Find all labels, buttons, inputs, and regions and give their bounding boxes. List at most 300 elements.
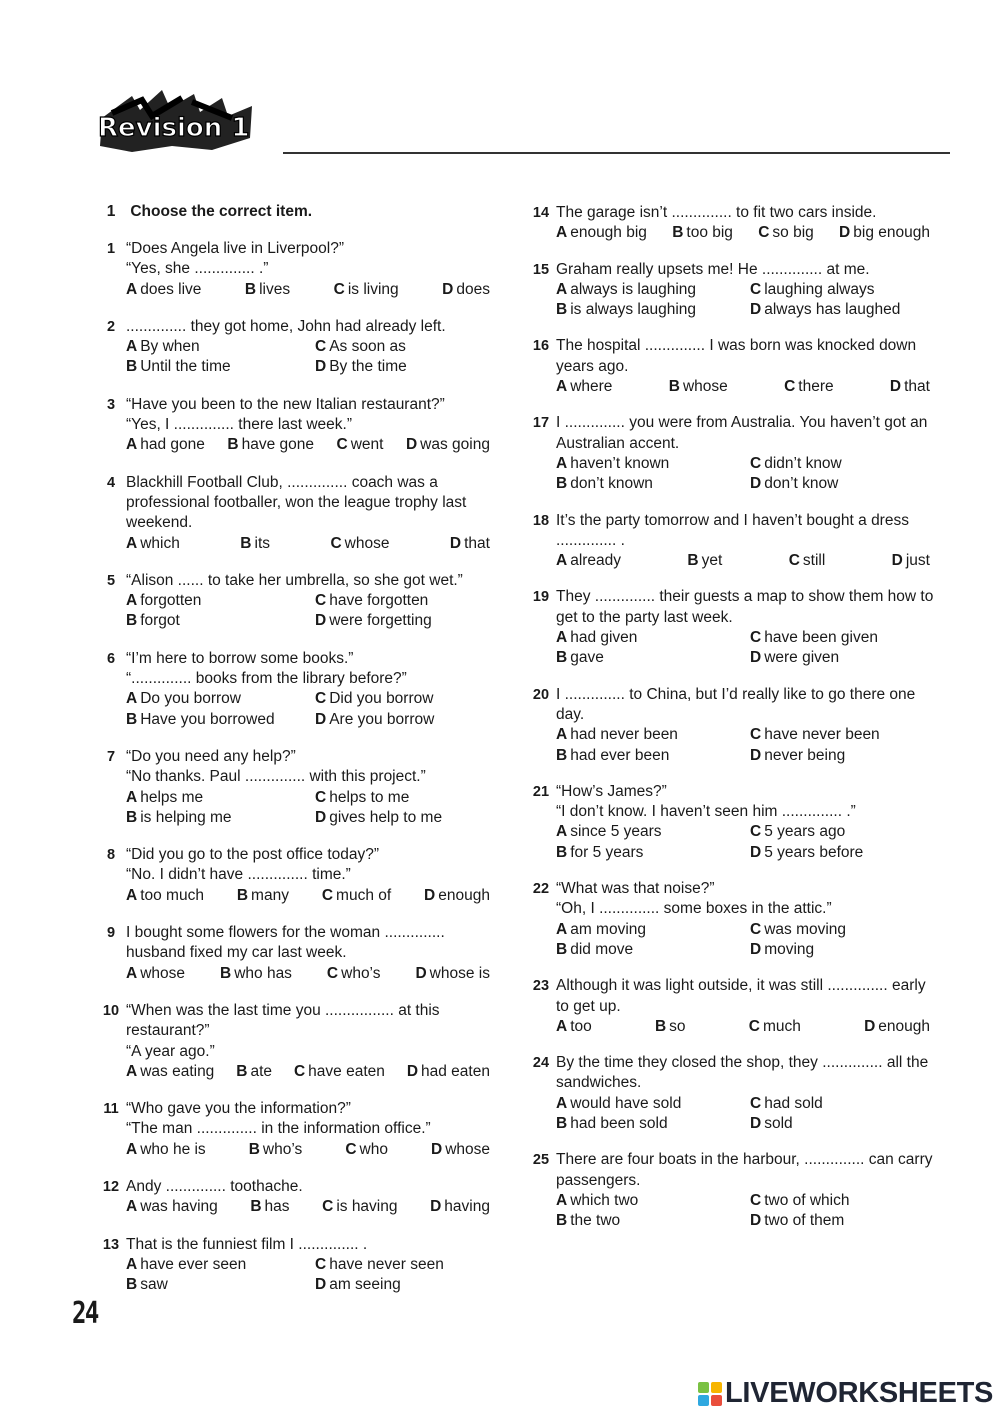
answer-option[interactable] (240, 534, 270, 554)
answer-option[interactable] (556, 300, 742, 320)
answer-option[interactable] (337, 435, 384, 455)
option-text: am seeing (329, 1276, 401, 1294)
question-stem: The hospital .............. I was born was knocked down years ago. (556, 337, 921, 375)
option-text: always has laughed (764, 301, 901, 319)
question-number: 3 (106, 396, 116, 413)
option-text: forgot (140, 612, 180, 630)
answer-option[interactable] (758, 223, 814, 243)
answer-options (556, 920, 936, 961)
question-number: 15 (532, 261, 550, 278)
option-letter: B (236, 1062, 248, 1080)
answer-option[interactable] (556, 628, 742, 648)
answer-option[interactable] (442, 280, 490, 300)
answer-option[interactable] (126, 534, 180, 554)
answer-option[interactable] (424, 886, 490, 906)
question-stem: “Have you been to the new Italian restaurant?” “Yes, I .............. there last week.” (126, 395, 445, 434)
answer-option[interactable] (431, 1140, 490, 1160)
option-letter: C (315, 690, 327, 708)
answer-option[interactable] (126, 280, 201, 300)
question-number: 21 (532, 783, 550, 800)
answer-options (126, 1140, 496, 1160)
option-text: don’t known (570, 475, 653, 493)
answer-option[interactable] (237, 886, 289, 906)
option-text: still (802, 552, 826, 570)
question-stem: “When was the last time you ................ at this restaurant?” “A year ago.” (126, 1001, 440, 1060)
answer-option[interactable] (890, 377, 930, 397)
question-number: 24 (532, 1055, 550, 1072)
answer-option[interactable] (750, 1114, 936, 1134)
answer-option[interactable] (892, 551, 930, 571)
question-stem: .............. they got home, John had already left. (126, 317, 446, 335)
question-stem: There are four boats in the harbour, .............. can carry passengers. (556, 1151, 937, 1189)
answer-option[interactable] (750, 280, 936, 300)
revision-title-text: Revision 1 (98, 113, 250, 143)
question-stem: “Does Angela live in Liverpool?” “Yes, she .............. .” (126, 240, 344, 278)
answer-option[interactable] (126, 1255, 307, 1275)
answer-option[interactable] (330, 534, 389, 554)
answer-option[interactable] (126, 1062, 214, 1082)
question-body (556, 976, 936, 1037)
question-number: 11 (103, 1101, 119, 1118)
option-letter: C (784, 378, 796, 396)
option-text: so big (772, 224, 814, 242)
question-body (556, 782, 936, 863)
answer-options (556, 822, 936, 863)
question-item (96, 395, 496, 456)
option-letter: B (236, 886, 249, 904)
option-letter: B (654, 1017, 667, 1035)
question-item (96, 1099, 496, 1160)
answer-option[interactable] (655, 1017, 686, 1037)
option-letter: A (556, 629, 568, 647)
answer-option[interactable] (220, 964, 292, 984)
question-item (526, 511, 936, 572)
question-item (96, 571, 496, 632)
question-item (526, 260, 936, 321)
answer-option[interactable] (315, 357, 496, 377)
option-text: have never seen (329, 1255, 444, 1273)
answer-option[interactable] (315, 808, 496, 828)
section-instruction: Choose the correct item. (130, 203, 313, 220)
option-letter: C (788, 552, 800, 570)
question-number: 9 (106, 925, 116, 942)
option-letter: B (556, 1212, 568, 1230)
answer-option[interactable] (126, 886, 204, 906)
question-item (96, 473, 496, 554)
answer-options (126, 1062, 496, 1082)
question-stem: Although it was light outside, it was still .............. early to get up. (556, 977, 930, 1015)
option-letter: D (315, 358, 327, 376)
answer-option[interactable] (750, 1094, 936, 1114)
option-text: enough (438, 886, 490, 904)
option-text: had sold (764, 1094, 823, 1112)
answer-option[interactable] (750, 1191, 936, 1211)
question-item (526, 879, 936, 960)
question-body (556, 587, 936, 668)
option-letter: A (126, 1062, 138, 1080)
answer-option[interactable] (750, 725, 936, 745)
option-text: who’s (262, 1140, 303, 1158)
question-item (526, 685, 936, 766)
option-letter: A (126, 1140, 138, 1158)
answer-option[interactable] (839, 223, 930, 243)
option-letter: D (430, 1140, 443, 1158)
option-letter: C (293, 1062, 306, 1080)
answer-option[interactable] (227, 435, 314, 455)
option-text: whose (344, 534, 390, 552)
option-text: would have sold (570, 1094, 682, 1112)
answer-option[interactable] (750, 648, 936, 668)
answer-option[interactable] (556, 377, 612, 397)
answer-option[interactable] (556, 1094, 742, 1114)
option-text: gave (570, 649, 604, 667)
option-text: went (350, 436, 384, 454)
option-letter: B (556, 940, 568, 958)
option-letter: C (326, 964, 339, 982)
question-number: 14 (532, 205, 550, 221)
brush-stroke-graphic (92, 88, 262, 158)
answer-option[interactable] (556, 843, 742, 863)
answer-option[interactable] (556, 1191, 742, 1211)
question-item (526, 1150, 936, 1231)
answer-option[interactable] (556, 1114, 742, 1134)
option-letter: A (556, 454, 568, 472)
question-number: 8 (106, 847, 116, 864)
question-item (526, 587, 936, 668)
option-letter: B (126, 612, 138, 630)
question-body (126, 1001, 496, 1082)
option-text: am moving (570, 920, 647, 938)
option-text: which two (570, 1191, 639, 1209)
option-text: whose (445, 1140, 490, 1158)
option-text: does (456, 280, 490, 298)
question-item (526, 976, 936, 1037)
option-text: which (140, 534, 180, 552)
option-letter: C (750, 726, 762, 744)
option-text: Have you borrowed (140, 710, 275, 728)
option-text: much (762, 1017, 801, 1035)
answer-option[interactable] (750, 843, 936, 863)
answer-option[interactable] (556, 223, 647, 243)
option-text: too big (686, 224, 733, 242)
question-number: 12 (102, 1178, 120, 1195)
question-stem: “Did you go to the post office today?” “No. I didn’t have .............. time.” (126, 846, 380, 884)
answer-option[interactable] (126, 808, 307, 828)
question-item (526, 203, 936, 244)
option-letter: A (126, 690, 138, 708)
question-item (96, 1177, 496, 1218)
option-text: laughing always (764, 280, 875, 298)
option-letter: A (556, 280, 568, 298)
option-text: had ever been (570, 746, 670, 764)
answer-option[interactable] (750, 940, 936, 960)
option-letter: D (415, 964, 427, 982)
option-text: moving (764, 940, 815, 958)
answer-option[interactable] (236, 1062, 272, 1082)
option-letter: C (750, 823, 762, 841)
section-number: 1 (106, 203, 116, 220)
option-text: enough (878, 1017, 930, 1035)
answer-option[interactable] (750, 454, 936, 474)
option-letter: D (405, 436, 418, 454)
option-letter: C (750, 1094, 762, 1112)
answer-option[interactable] (864, 1017, 930, 1037)
question-body (126, 1235, 496, 1296)
answer-option[interactable] (556, 1017, 592, 1037)
option-text: had been sold (570, 1114, 668, 1132)
answer-options (556, 1094, 936, 1135)
option-letter: C (758, 224, 770, 242)
liveworksheets-logo-icon (698, 1382, 722, 1406)
answer-options (556, 223, 936, 243)
option-letter: A (126, 964, 138, 982)
answer-option[interactable] (407, 1062, 490, 1082)
question-item (96, 1235, 496, 1296)
option-letter: D (750, 649, 762, 667)
option-text: Are you borrow (329, 710, 435, 728)
answer-option[interactable] (126, 710, 307, 730)
option-text: there (798, 378, 834, 396)
option-letter: D (889, 378, 902, 396)
answer-option[interactable] (315, 611, 496, 631)
answer-option[interactable] (315, 710, 496, 730)
answer-option[interactable] (126, 357, 307, 377)
option-letter: C (330, 534, 342, 552)
option-letter: A (556, 1191, 568, 1209)
answer-option[interactable] (430, 1197, 490, 1217)
option-text: don’t know (764, 475, 839, 493)
answer-option[interactable] (750, 300, 936, 320)
question-number: 10 (102, 1002, 120, 1019)
answer-option[interactable] (789, 551, 826, 571)
option-text: saw (140, 1276, 168, 1294)
answer-option[interactable] (294, 1062, 385, 1082)
option-letter: C (321, 886, 334, 904)
answer-option[interactable] (556, 474, 742, 494)
question-body (556, 203, 936, 244)
option-letter: D (750, 940, 762, 958)
option-letter: D (750, 301, 762, 319)
header-divider (283, 152, 950, 154)
answer-option[interactable] (250, 1197, 289, 1217)
option-letter: B (248, 1140, 260, 1158)
option-letter: D (891, 552, 903, 570)
answer-option[interactable] (687, 551, 722, 571)
option-letter: A (556, 224, 568, 242)
option-text: since 5 years (570, 823, 662, 841)
question-body (126, 317, 496, 378)
question-stem: I .............. you were from Australia. You haven’t got an Australian accent. (556, 414, 931, 452)
answer-option[interactable] (334, 280, 399, 300)
revision-title-logo (92, 88, 262, 158)
answer-option[interactable] (450, 534, 490, 554)
answer-option[interactable] (556, 280, 742, 300)
answer-option[interactable] (406, 435, 490, 455)
question-item (526, 336, 936, 397)
option-text: big enough (853, 224, 930, 242)
option-text: Do you borrow (140, 690, 241, 708)
answer-option[interactable] (315, 591, 496, 611)
option-text: did move (570, 940, 634, 958)
answer-option[interactable] (750, 822, 936, 842)
option-text: have never been (764, 726, 880, 744)
answer-option[interactable] (315, 337, 496, 357)
option-letter: D (315, 710, 327, 728)
answer-option[interactable] (126, 591, 307, 611)
answer-option[interactable] (556, 551, 621, 571)
answer-option[interactable] (556, 822, 742, 842)
option-text: had given (570, 629, 638, 647)
question-stem: Blackhill Football Club, .............. coach was a professional footballer, won the league trophy last weekend. (126, 473, 471, 532)
option-letter: B (687, 552, 699, 570)
left-question-list (96, 239, 496, 1295)
option-letter: C (750, 1191, 762, 1209)
liveworksheets-brand[interactable] (698, 1377, 993, 1410)
answer-option[interactable] (345, 1140, 388, 1160)
option-text: helps to me (329, 788, 410, 806)
answer-options (556, 377, 936, 397)
option-letter: A (126, 886, 138, 904)
option-text: had gone (140, 436, 205, 454)
answer-option[interactable] (249, 1140, 303, 1160)
option-text: so (669, 1017, 686, 1035)
question-stem: “What was that noise?” “Oh, I .............. some boxes in the attic.” (556, 880, 832, 918)
question-number: 17 (532, 415, 550, 432)
question-item (96, 239, 496, 300)
option-text: already (570, 552, 622, 570)
question-stem: I .............. to China, but I’d really like to go there one day. (556, 685, 920, 723)
answer-option[interactable] (750, 746, 936, 766)
answer-option[interactable] (126, 1140, 206, 1160)
option-letter: A (556, 823, 568, 841)
question-stem: “Who gave you the information?” “The man .............. in the information office.” (126, 1100, 431, 1138)
answer-option[interactable] (556, 940, 742, 960)
answer-option[interactable] (556, 920, 742, 940)
answer-options (126, 964, 496, 984)
question-body (126, 649, 496, 730)
option-text: is always laughing (570, 301, 696, 319)
option-text: who (359, 1140, 388, 1158)
option-letter: C (333, 280, 345, 298)
option-letter: D (315, 1276, 327, 1294)
option-letter: D (750, 475, 762, 493)
answer-option[interactable] (750, 920, 936, 940)
answer-option[interactable] (322, 1197, 397, 1217)
answer-option[interactable] (126, 435, 205, 455)
question-stem: That is the funniest film I .............. . (126, 1235, 368, 1253)
option-letter: A (556, 378, 568, 396)
answer-option[interactable] (327, 964, 381, 984)
option-letter: A (126, 534, 138, 552)
answer-option[interactable] (126, 689, 307, 709)
answer-options (126, 435, 496, 455)
option-text: have eaten (308, 1062, 385, 1080)
answer-option[interactable] (126, 964, 185, 984)
answer-option[interactable] (556, 648, 742, 668)
option-text: that (904, 378, 930, 396)
option-letter: B (126, 358, 138, 376)
option-letter: B (240, 534, 252, 552)
option-text: the two (570, 1212, 621, 1230)
question-number: 16 (532, 338, 550, 355)
answer-option[interactable] (322, 886, 391, 906)
answer-option[interactable] (245, 280, 290, 300)
question-stem: “Alison ...... to take her umbrella, so she got wet.” (126, 571, 463, 589)
answer-options (556, 454, 936, 495)
question-item (526, 1053, 936, 1134)
answer-option[interactable] (672, 223, 733, 243)
answer-option[interactable] (315, 689, 496, 709)
answer-option[interactable] (315, 788, 496, 808)
answer-option[interactable] (750, 474, 936, 494)
option-text: By the time (329, 358, 407, 376)
question-number: 1 (106, 241, 116, 257)
answer-options (556, 725, 936, 766)
question-body (556, 1053, 936, 1134)
question-body (126, 845, 496, 906)
answer-option[interactable] (784, 377, 834, 397)
option-letter: D (442, 280, 454, 298)
answer-options (126, 337, 496, 378)
option-letter: B (126, 710, 138, 728)
option-text: Until the time (140, 358, 231, 376)
answer-options (126, 1255, 496, 1296)
answer-options (126, 591, 496, 632)
answer-option[interactable] (669, 377, 728, 397)
option-letter: D (406, 1062, 419, 1080)
answer-option[interactable] (126, 337, 307, 357)
answer-option[interactable] (750, 1211, 936, 1231)
answer-option[interactable] (126, 611, 307, 631)
option-letter: A (126, 592, 138, 610)
answer-option[interactable] (750, 628, 936, 648)
answer-option[interactable] (126, 788, 307, 808)
answer-option[interactable] (556, 746, 742, 766)
answer-options (126, 280, 496, 300)
option-letter: A (126, 436, 138, 454)
question-body (556, 413, 936, 494)
option-text: was having (140, 1198, 218, 1216)
question-number: 20 (532, 686, 550, 703)
answer-option[interactable] (556, 725, 742, 745)
option-letter: D (430, 1198, 442, 1216)
answer-option[interactable] (126, 1275, 307, 1295)
option-text: two of them (764, 1212, 845, 1230)
answer-options (556, 1191, 936, 1232)
option-text: whose (140, 964, 186, 982)
option-text: 5 years before (764, 843, 864, 861)
option-letter: B (244, 280, 257, 298)
question-stem: “How’s James?” “I don’t know. I haven’t seen him .............. .” (556, 782, 856, 821)
answer-option[interactable] (556, 1211, 742, 1231)
answer-option[interactable] (749, 1017, 801, 1037)
option-letter: D (750, 1212, 762, 1230)
answer-option[interactable] (315, 1255, 496, 1275)
question-number: 13 (102, 1236, 120, 1253)
option-text: many (251, 886, 289, 904)
answer-option[interactable] (126, 1197, 218, 1217)
question-number: 22 (532, 881, 550, 898)
right-question-list (526, 203, 936, 1231)
option-text: was eating (140, 1062, 215, 1080)
answer-option[interactable] (556, 454, 742, 474)
answer-option[interactable] (415, 964, 490, 984)
answer-option[interactable] (315, 1275, 496, 1295)
option-text: just (905, 552, 930, 570)
option-text: where (570, 378, 613, 396)
option-text: its (254, 534, 270, 552)
option-text: As soon as (329, 338, 406, 356)
